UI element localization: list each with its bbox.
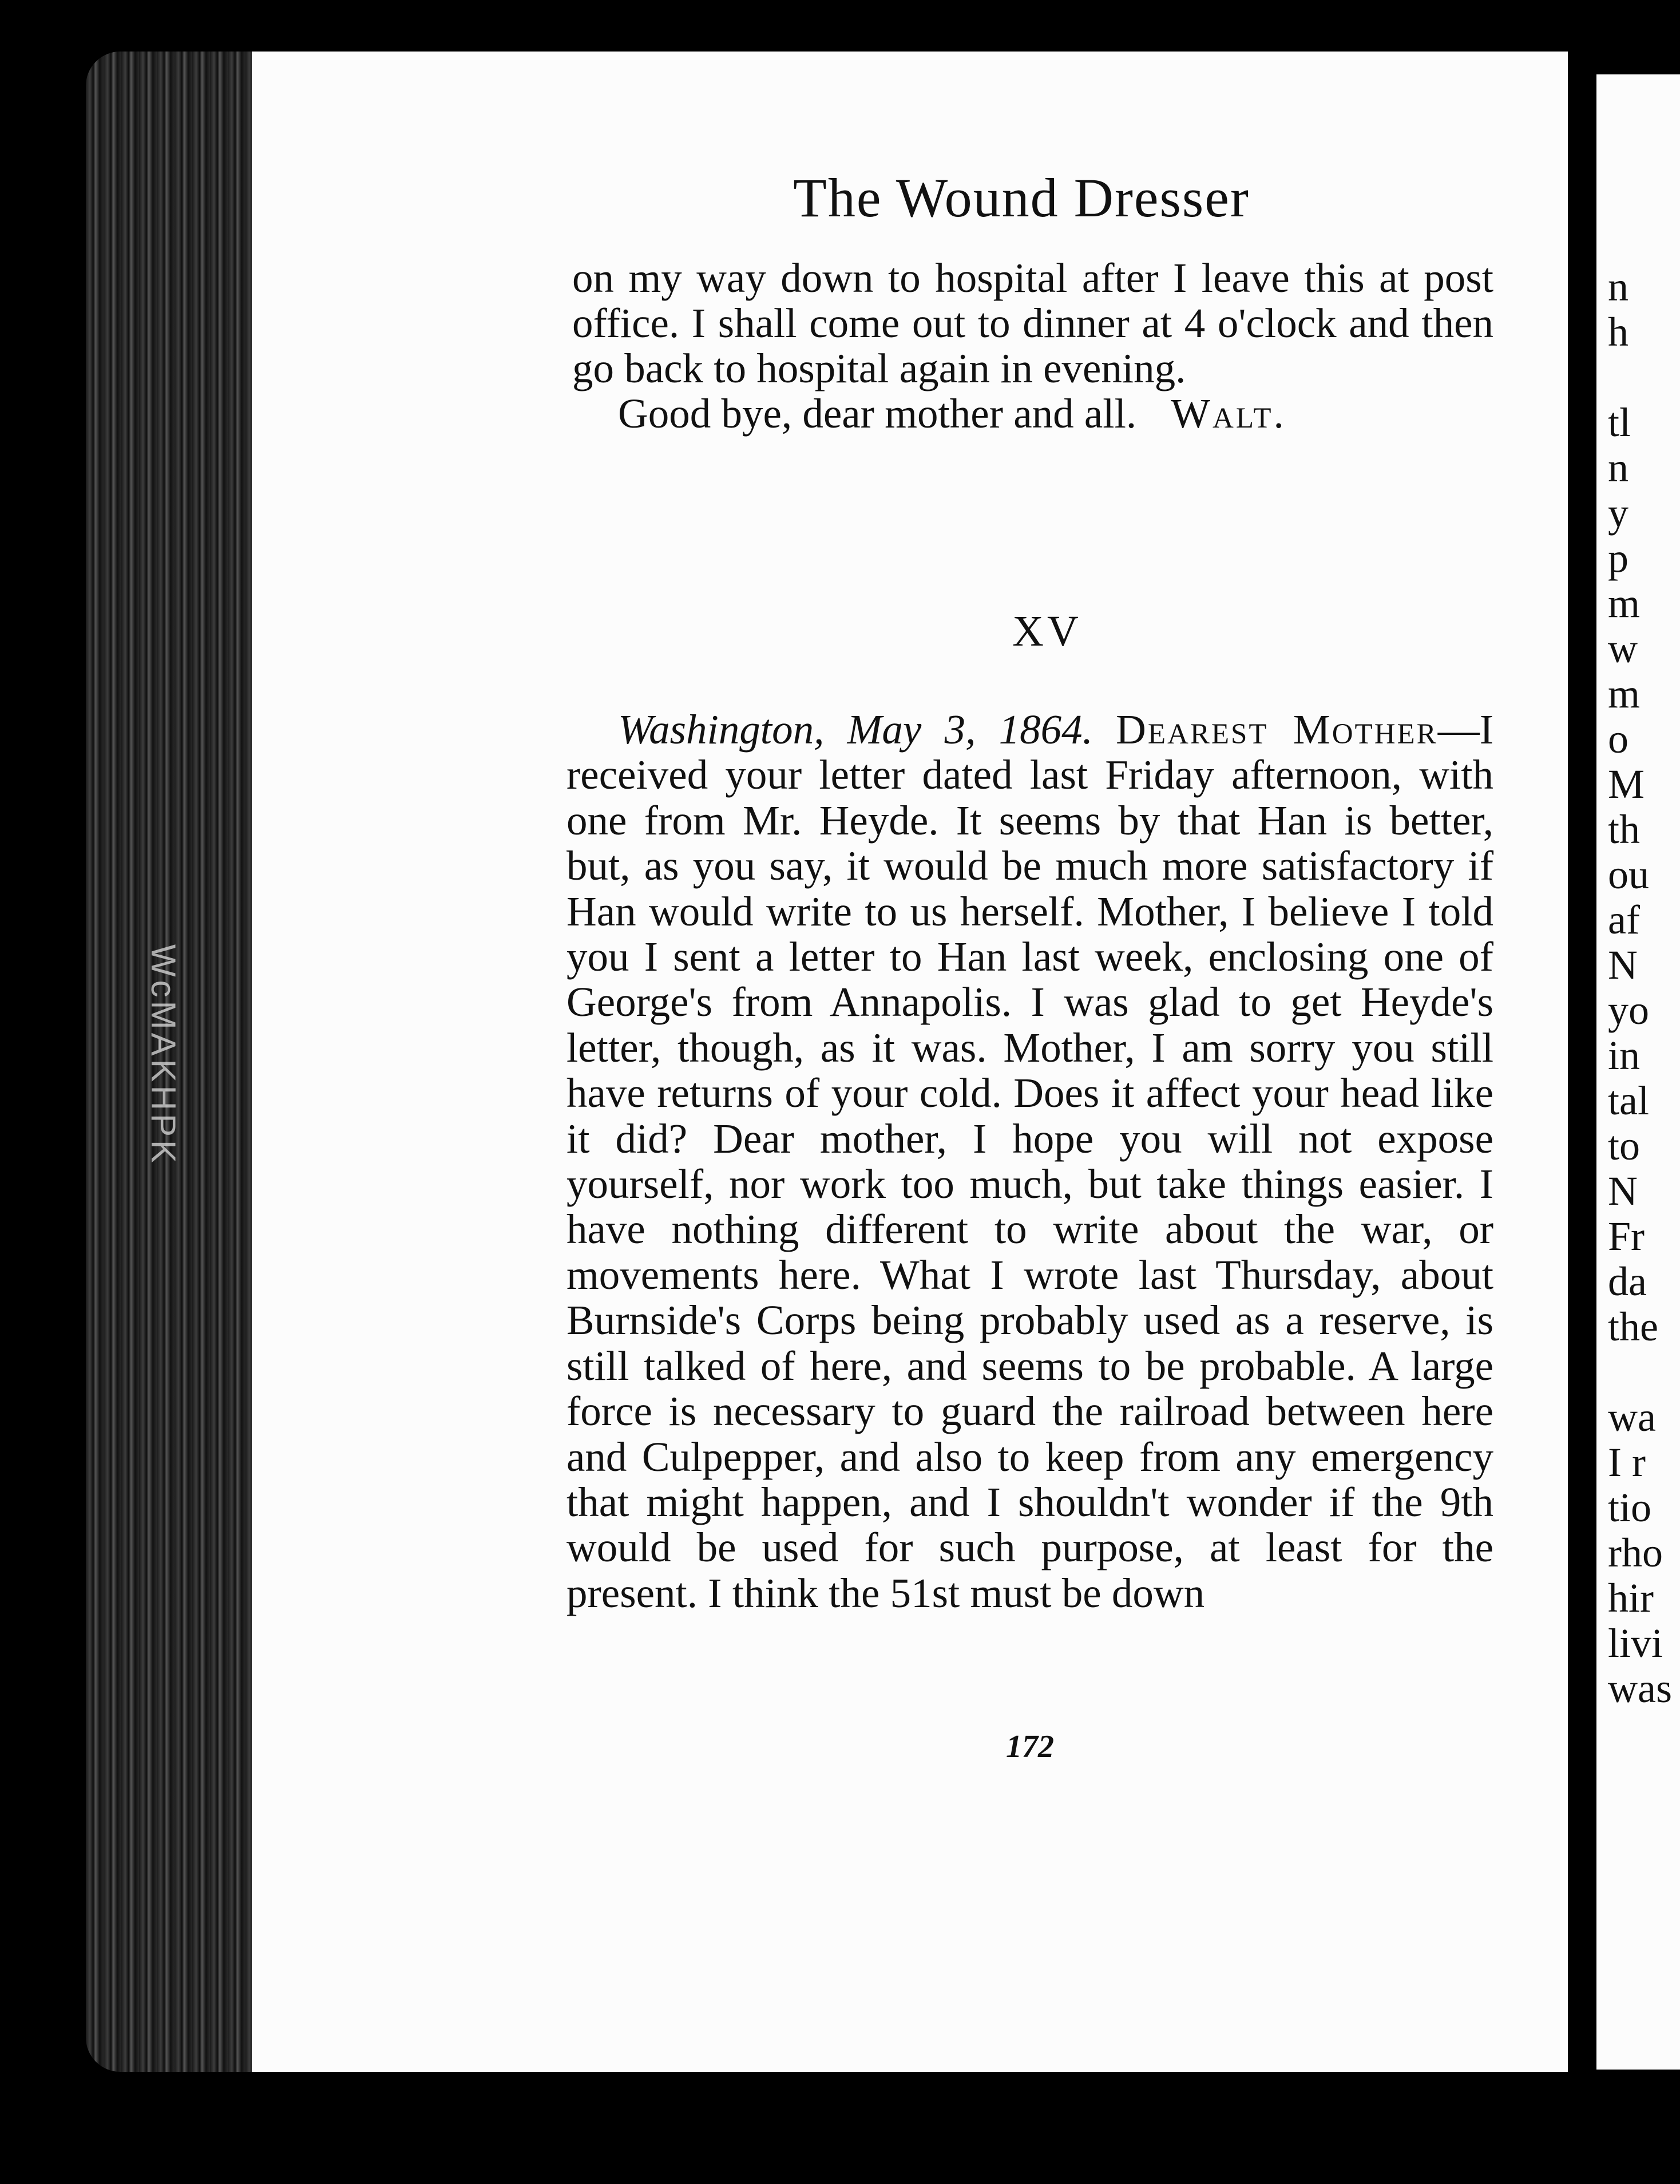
facing-page-fragment: p — [1608, 535, 1629, 581]
facing-page-fragment: hir — [1608, 1575, 1654, 1621]
facing-page-fragment: y — [1608, 490, 1629, 536]
facing-page-fragment: o — [1608, 716, 1629, 762]
facing-page-fragment: was — [1608, 1665, 1672, 1711]
page-number: 172 — [1006, 1729, 1054, 1764]
facing-page-fragment: livi — [1608, 1620, 1663, 1666]
facing-page-fragment: the — [1608, 1304, 1658, 1350]
spine-label: WcMAKHPK — [144, 944, 183, 1167]
closing-line — [572, 391, 1493, 436]
facing-page-fragment: rho — [1608, 1530, 1663, 1576]
facing-page-fragment: n — [1608, 264, 1629, 310]
facing-page — [1596, 74, 1680, 2070]
facing-page-fragment: m — [1608, 671, 1641, 717]
facing-page-fragment: yo — [1608, 987, 1649, 1033]
continuation-paragraph: on my way down to hospital after I leave this at post office. I shall come out to dinner at 4 o'clock and then go back to hospital again in evening. — [572, 255, 1493, 391]
facing-page-fragment: M — [1608, 761, 1645, 807]
facing-page-fragment: w — [1608, 626, 1638, 671]
facing-page-fragment: ou — [1608, 852, 1649, 897]
facing-page-fragment: I r — [1608, 1439, 1646, 1485]
facing-page-fragment: tl — [1608, 399, 1631, 445]
running-head: The Wound Dresser — [793, 167, 1250, 228]
letter-paragraph — [566, 707, 1493, 1616]
chapter-number: XV — [1012, 607, 1082, 655]
facing-page-fragment: in — [1608, 1032, 1641, 1078]
facing-page-fragment: wa — [1608, 1394, 1656, 1440]
dateline: Washington, May 3, 1864. — [618, 706, 1093, 753]
facing-page-fragment: h — [1608, 309, 1629, 355]
facing-page-fragment: tal — [1608, 1078, 1649, 1123]
continuation-text — [572, 255, 1493, 436]
closing-text: Good bye, dear mother and all. — [618, 390, 1137, 437]
facing-page-fragment: af — [1608, 897, 1640, 943]
facing-page-fragment: da — [1608, 1259, 1647, 1304]
letter-text: —I received your letter dated last Friday afternoon, with one from Mr. Heyde. It seems by that Han is better, but, as you say, it would be much more satisfactory if Han would write to us herself. Mother, I believe I told you I sent a letter to Han last week, enclosing one of George's from Annapolis. I was glad to get Heyde's letter, though, as it was. Mother, I am sorry you still have returns of your cold. Does it affect your head like it did? Dear mother, I hope you will not expose yourself, nor work too much, but take things easier. I have nothing different to write about the war, or movements here. What I wrote last Thursday, about Burnside's Corps being probably used as a reserve, is still talked of here, and seems to be probable. A large force is necessary to guard the railroad between here and Culpepper, and also to keep from any emergency that might happen, and I shouldn't wonder if the 9th would be used for such purpose, at least for the present. I think the 51st must be down — [566, 706, 1494, 1616]
facing-page-fragment: m — [1608, 580, 1641, 626]
salutation: Dearest Mother — [1116, 706, 1438, 753]
signature: Walt. — [1171, 390, 1286, 437]
facing-page-fragment: to — [1608, 1123, 1641, 1169]
facing-page-fragment: n — [1608, 445, 1629, 490]
facing-page-fragment: tio — [1608, 1485, 1652, 1530]
facing-page-fragment: N — [1608, 942, 1638, 988]
facing-page-fragment: Fr — [1608, 1213, 1645, 1259]
letter-body — [566, 707, 1493, 1616]
facing-page-fragment: th — [1608, 806, 1641, 852]
facing-page-fragment: N — [1608, 1168, 1638, 1214]
